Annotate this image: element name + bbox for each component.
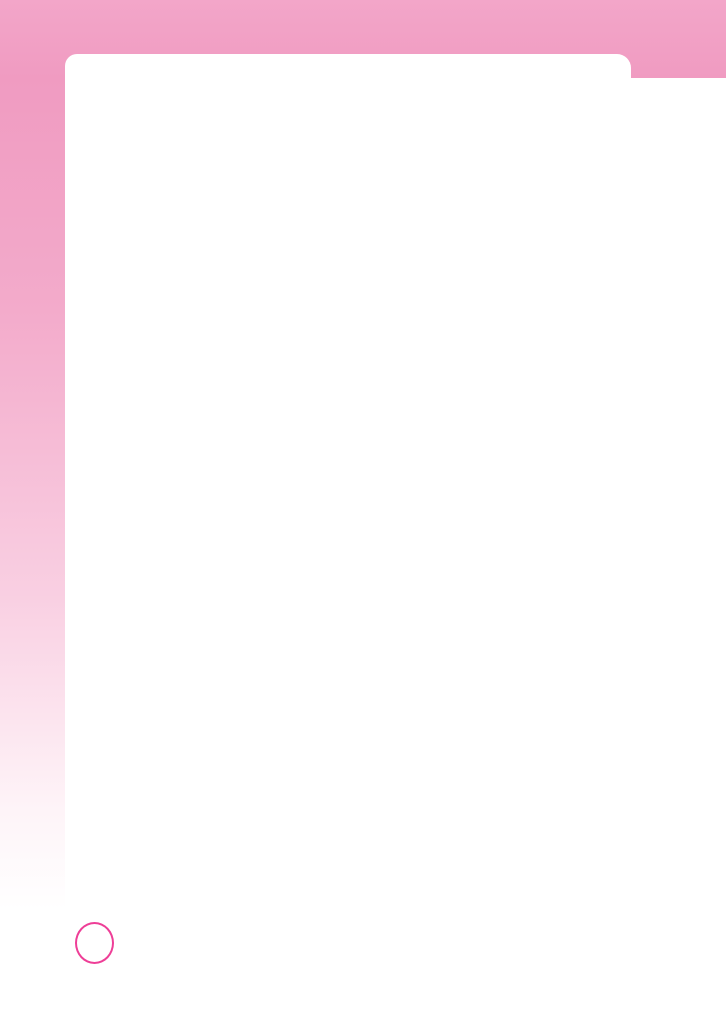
body-text [88, 592, 641, 597]
page-number-badge [75, 922, 114, 964]
page-footer [75, 922, 126, 964]
page-header [65, 54, 631, 94]
section-heading [88, 566, 97, 588]
left-decoration-band [0, 78, 65, 910]
